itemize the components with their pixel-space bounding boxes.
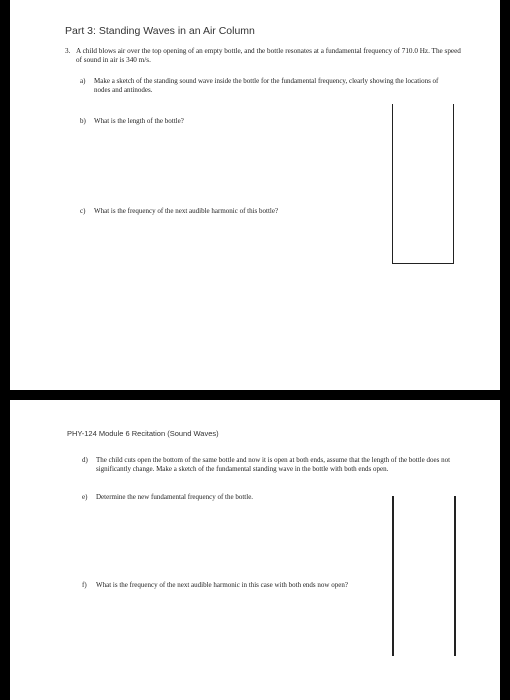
- question-d-text: The child cuts open the bottom of the same bottle and now it is open at both ends, assume that the length of the bottle does not significantly change. Make a sketch of the fundamental standing wave in the bottle with both ends open.: [96, 456, 451, 473]
- question-c-text: What is the frequency of the next audible harmonic of this bottle?: [94, 207, 279, 215]
- question-3-text: A child blows air over the top opening of an empty bottle, and the bottle resonates at a fundamental frequency of 710.0 Hz. The speed of sound in air is 340 m/s.: [76, 47, 461, 64]
- question-a-label: a): [80, 77, 86, 85]
- open-bottle-left-wall: [392, 496, 394, 656]
- question-b-label: b): [80, 117, 86, 125]
- open-bottle-right-wall: [454, 496, 456, 656]
- question-c-label: c): [80, 207, 86, 215]
- question-f-label: f): [82, 581, 87, 589]
- question-e-label: e): [82, 493, 88, 501]
- closed-bottle-diagram: [392, 104, 454, 264]
- question-f-text: What is the frequency of the next audible harmonic in this case with both ends now open?: [96, 581, 348, 589]
- question-b-text: What is the length of the bottle?: [94, 117, 184, 125]
- question-e-text: Determine the new fundamental frequency of the bottle.: [96, 493, 254, 501]
- question-d-label: d): [82, 456, 88, 464]
- question-3-number: 3.: [65, 47, 71, 55]
- worksheet-page-2: [10, 400, 500, 700]
- worksheet-page-1: [10, 0, 500, 390]
- part-title: Part 3: Standing Waves in an Air Column: [65, 25, 255, 37]
- question-a-text: Make a sketch of the standing sound wave inside the bottle for the fundamental frequency, clearly showing the locations of nodes and antinodes.: [94, 77, 439, 94]
- module-header: PHY-124 Module 6 Recitation (Sound Waves): [67, 429, 219, 438]
